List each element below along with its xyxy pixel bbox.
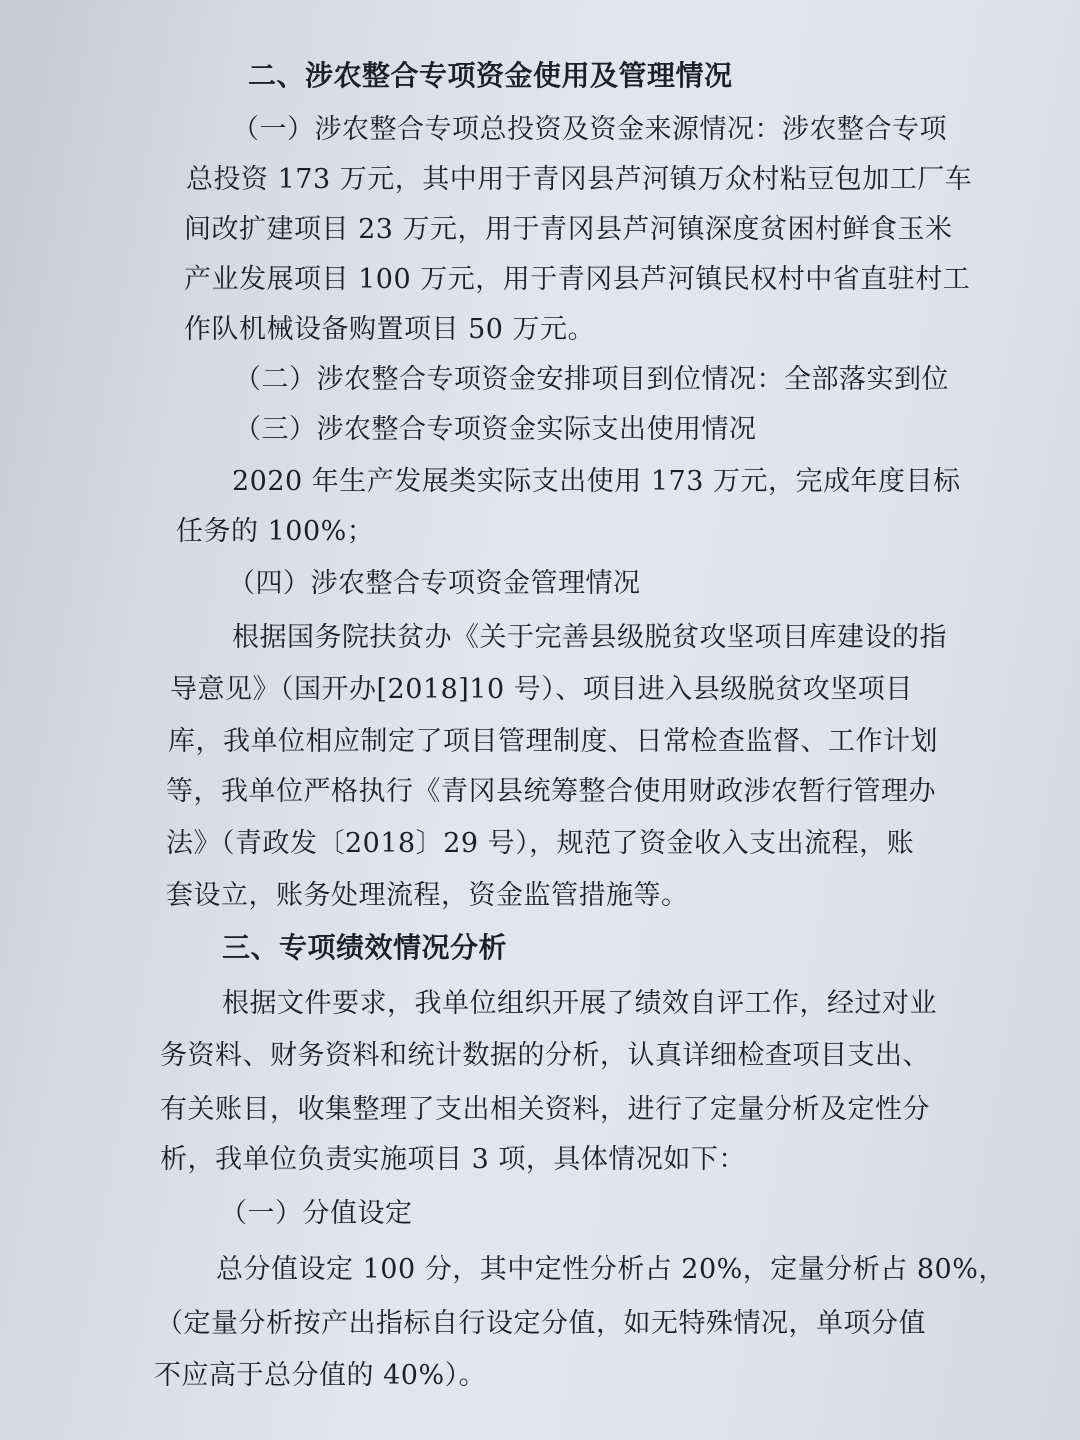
paragraph-line: 作队机械设备购置项目 50 万元。 <box>184 314 596 345</box>
paragraph-line: 务资料、财务资料和统计数据的分析，认真详细检查项目支出、 <box>160 1040 930 1071</box>
paragraph-line: 根据文件要求，我单位组织开展了绩效自评工作，经过对业 <box>222 988 937 1019</box>
paragraph-line: 产业发展项目 100 万元，用于青冈县芦河镇民权村中省直驻村工 <box>184 264 971 295</box>
paragraph-line: 有关账目，收集整理了支出相关资料，进行了定量分析及定性分 <box>160 1094 930 1125</box>
paragraph-line: （一）涉农整合专项总投资及资金来源情况：涉农整合专项 <box>232 114 947 145</box>
subsection-line: （二）涉农整合专项资金安排项目到位情况：全部落实到位 <box>234 364 949 395</box>
paragraph-line: 导意见》（国开办[2018]10 号）、项目进入县级脱贫攻坚项目 <box>170 674 913 705</box>
paragraph-line: 间改扩建项目 23 万元，用于青冈县芦河镇深度贫困村鲜食玉米 <box>184 214 953 245</box>
section-heading-3: 三、专项绩效情况分析 <box>222 931 508 964</box>
paragraph-line: 总分值设定 100 分，其中定性分析占 20%，定量分析占 80%， <box>216 1254 1006 1285</box>
section-heading-2: 二、涉农整合专项资金使用及管理情况 <box>248 59 733 92</box>
paragraph-line: 2020 年生产发展类实际支出使用 173 万元，完成年度目标 <box>232 466 961 497</box>
paragraph-line: 不应高于总分值的 40%）。 <box>154 1360 487 1391</box>
paragraph-line: （定量分析按产出指标自行设定分值，如无特殊情况，单项分值 <box>156 1308 926 1339</box>
paragraph-line: 套设立，账务处理流程，资金监管措施等。 <box>166 880 689 911</box>
paragraph-line: 根据国务院扶贫办《关于完善县级脱贫攻坚项目库建设的指 <box>232 622 947 653</box>
paragraph-line: 法》（青政发〔2018〕29 号），规范了资金收入支出流程，账 <box>166 828 915 859</box>
paragraph-line: 析，我单位负责实施项目 3 项，具体情况如下： <box>160 1144 746 1175</box>
subsection-title: （一）分值设定 <box>220 1198 413 1229</box>
subsection-title: （四）涉农整合专项资金管理情况 <box>228 568 641 599</box>
paragraph-line: 总投资 173 万元，其中用于青冈县芦河镇万众村粘豆包加工厂车 <box>186 164 973 195</box>
paragraph-line: 任务的 100%； <box>176 516 375 547</box>
paragraph-line: 库，我单位相应制定了项目管理制度、日常检查监督、工作计划 <box>168 726 938 757</box>
paragraph-line: 等，我单位严格执行《青冈县统筹整合使用财政涉农暂行管理办 <box>166 776 936 807</box>
subsection-title: （三）涉农整合专项资金实际支出使用情况 <box>234 414 757 445</box>
